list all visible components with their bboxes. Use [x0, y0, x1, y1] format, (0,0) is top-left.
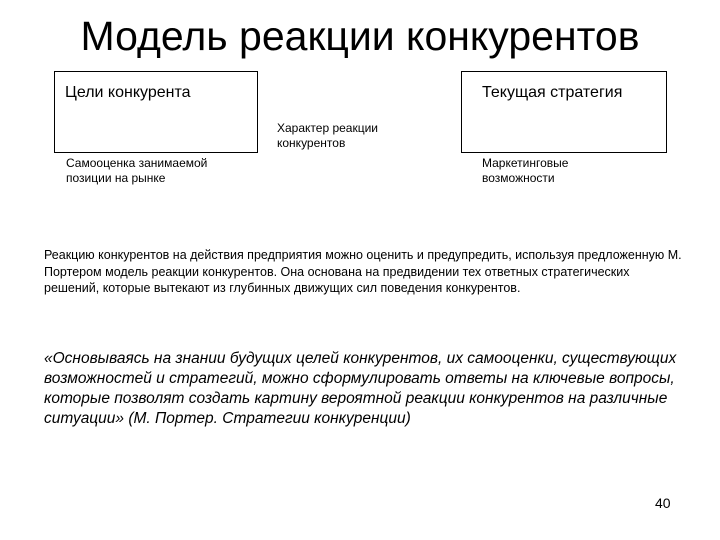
- current-strategy-box: [461, 71, 667, 192]
- page-number: 40: [655, 495, 671, 511]
- marketing-capabilities-label: Маркетинговые возможности: [482, 156, 569, 185]
- competitor-goals-box: [54, 71, 258, 192]
- current-strategy-label: Текущая стратегия: [482, 84, 623, 101]
- slide-title: Модель реакции конкурентов: [80, 13, 640, 59]
- self-assessment-label: Самооценка занимаемой позиции на рынке: [66, 156, 208, 185]
- porter-quote: «Основываясь на знании будущих целей конкурентов, их самооценки, существующих возможностей и стратегий, можно сформулировать ответы на ключевые вопросы, которые позволят создать картину вероятной реакции конкурентов на различные ситуации» (М. Портер. Стратегии конкуренции): [44, 350, 677, 427]
- body-paragraph: Реакцию конкурентов на действия предприятия можно оценить и предупредить, используя предложенную М. Портером модель реакции конкурентов. Она основана на предвидении тех ответных стратегических решений, которые вытекают из глубинных движущих сил поведения конкурентов.: [44, 248, 682, 295]
- competitor-goals-label: Цели конкурента: [65, 84, 191, 101]
- reaction-character-label: Характер реакции конкурентов: [277, 121, 379, 150]
